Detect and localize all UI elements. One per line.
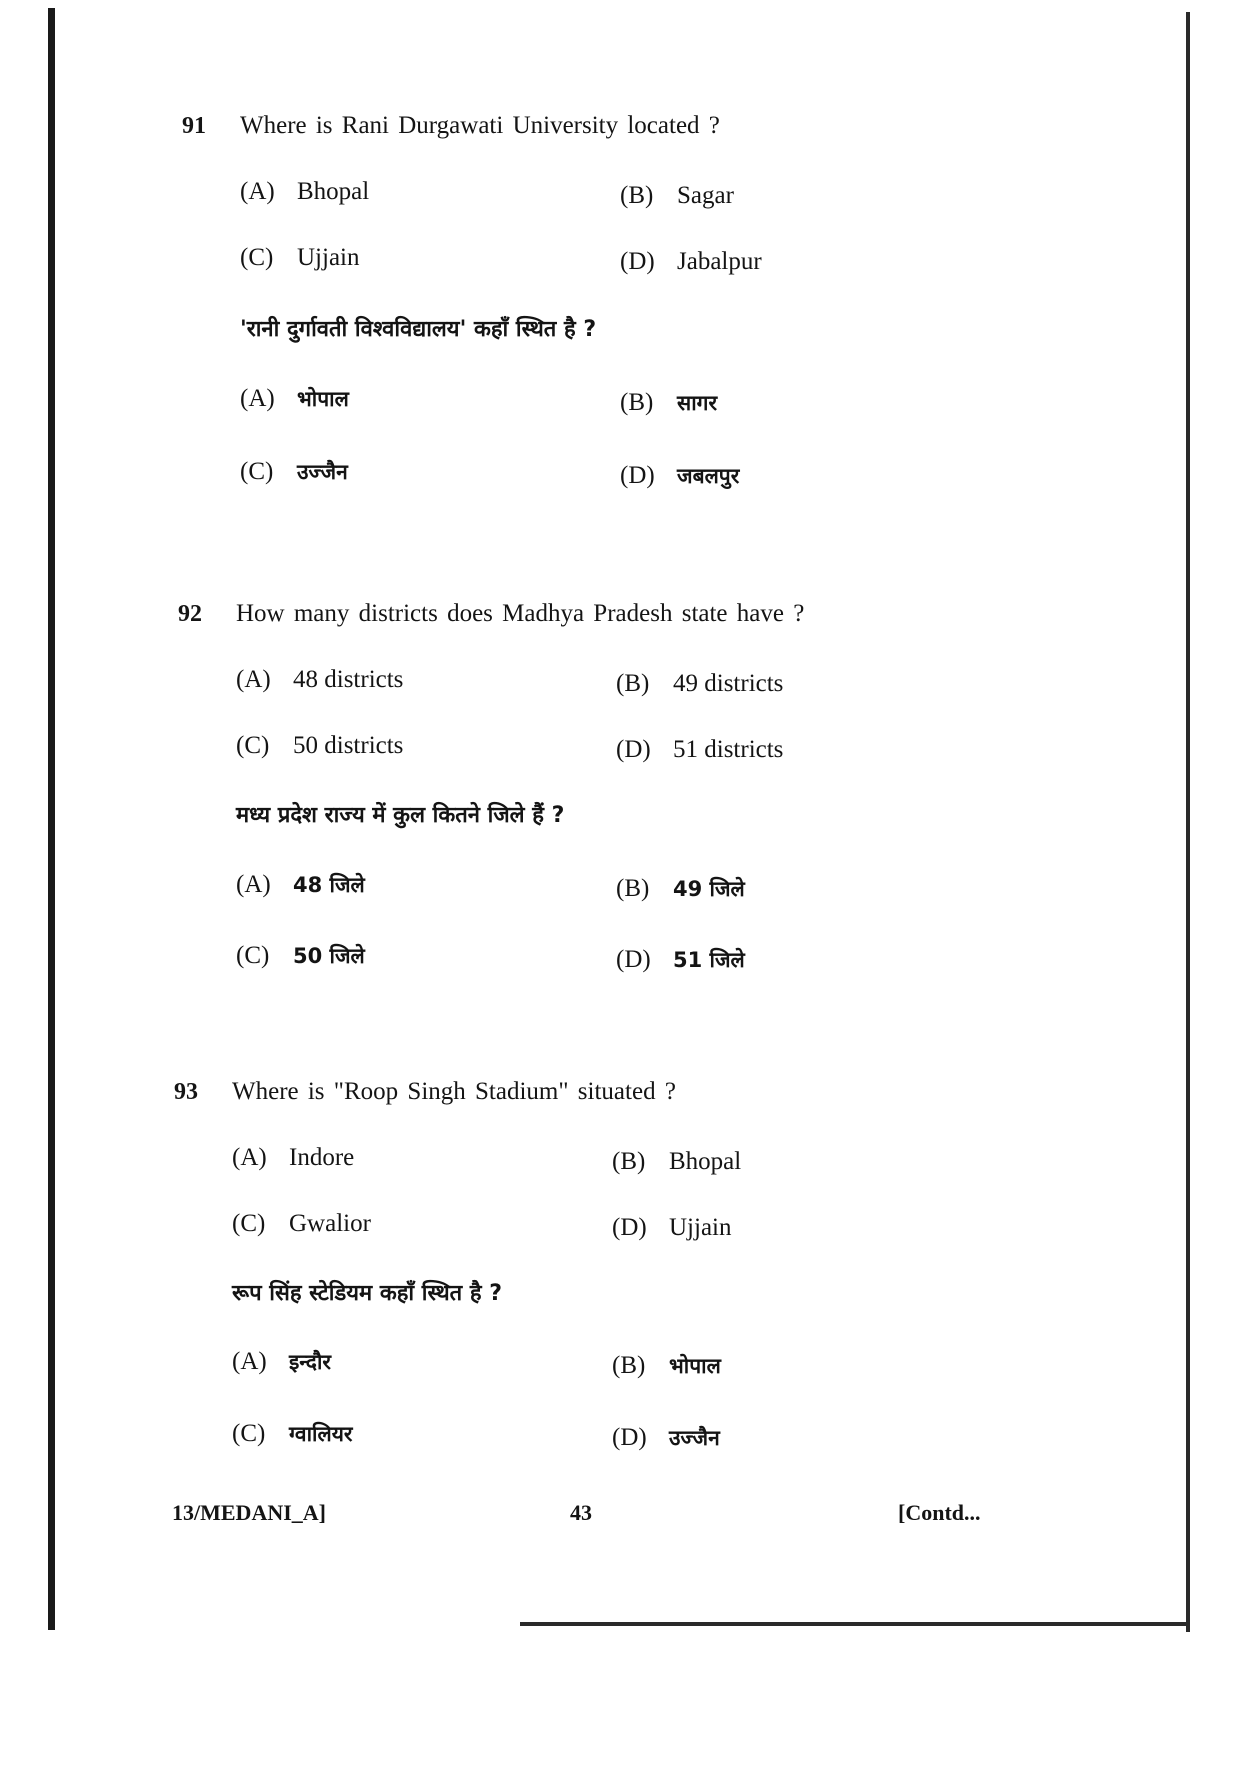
option-en-a[interactable]: (A) Indore <box>232 1144 355 1171</box>
option-hi-b[interactable]: (B) सागर <box>620 389 718 416</box>
option-en-c[interactable]: (C) Ujjain <box>240 244 360 271</box>
footer-contd: [Contd... <box>898 1500 981 1525</box>
option-en-c[interactable]: (C) 50 districts <box>236 732 404 759</box>
question-text-english: Where is Rani Durgawati University located ? <box>240 112 720 139</box>
question-text-hindi: रूप सिंह स्टेडियम कहाँ स्थित है ? <box>232 1281 502 1306</box>
option-hi-a[interactable]: (A) इन्दौर <box>232 1348 331 1375</box>
question-text-english: How many districts does Madhya Pradesh state have ? <box>236 600 805 627</box>
option-hi-b[interactable]: (B) भोपाल <box>612 1352 721 1379</box>
option-en-b[interactable]: (B) Bhopal <box>612 1148 742 1175</box>
page-border-right <box>1186 12 1190 1632</box>
option-hi-c[interactable]: (C) 50 जिले <box>236 942 365 969</box>
option-en-a[interactable]: (A) 48 districts <box>236 666 404 693</box>
option-hi-d[interactable]: (D) 51 जिले <box>616 946 745 973</box>
option-hi-d[interactable]: (D) जबलपुर <box>620 462 740 489</box>
option-en-d[interactable]: (D) 51 districts <box>616 736 784 763</box>
question-text-english: Where is "Roop Singh Stadium" situated ? <box>232 1078 676 1105</box>
option-en-d[interactable]: (D) Ujjain <box>612 1214 732 1241</box>
question-number: 91 <box>182 113 206 139</box>
question-text-hindi: 'रानी दुर्गावती विश्वविद्यालय' कहाँ स्थित है ? <box>240 317 597 342</box>
footer-page-number: 43 <box>570 1500 592 1525</box>
option-en-c[interactable]: (C) Gwalior <box>232 1210 371 1237</box>
option-hi-a[interactable]: (A) 48 जिले <box>236 871 365 898</box>
page-border-left <box>48 8 55 1630</box>
footer-paper-code: 13/MEDANI_A] <box>172 1500 326 1525</box>
question-number: 92 <box>178 601 202 627</box>
option-hi-d[interactable]: (D) उज्जैन <box>612 1424 720 1451</box>
option-en-b[interactable]: (B) Sagar <box>620 182 734 209</box>
option-en-a[interactable]: (A) Bhopal <box>240 178 370 205</box>
question-number: 93 <box>174 1079 198 1105</box>
option-hi-c[interactable]: (C) उज्जैन <box>240 458 348 485</box>
option-en-b[interactable]: (B) 49 districts <box>616 670 784 697</box>
page-border-bottom <box>520 1622 1190 1626</box>
option-en-d[interactable]: (D) Jabalpur <box>620 248 762 275</box>
question-text-hindi: मध्य प्रदेश राज्य में कुल कितने जिले हैं ? <box>236 803 565 828</box>
option-hi-c[interactable]: (C) ग्वालियर <box>232 1420 353 1447</box>
option-hi-a[interactable]: (A) भोपाल <box>240 385 349 412</box>
option-hi-b[interactable]: (B) 49 जिले <box>616 875 745 902</box>
